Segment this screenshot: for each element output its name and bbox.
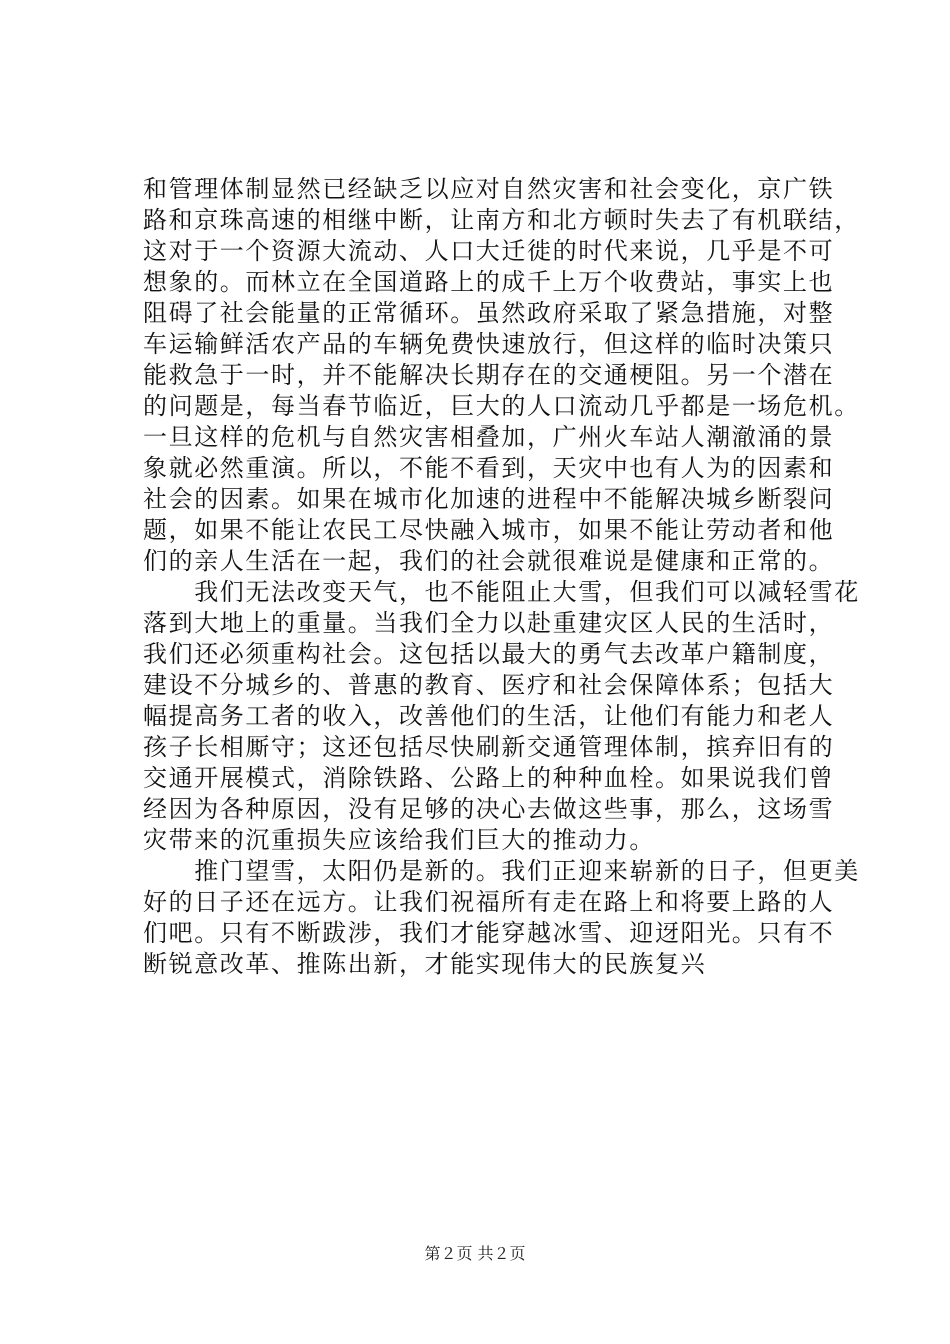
page-number: 第２页 共２页 [424,1244,526,1263]
text-line: 题，如果不能让农民工尽快融入城市，如果不能让劳动者和他 [143,516,835,544]
text-line: 和管理体制显然已经缺乏以应对自然灾害和社会变化，京广铁 [143,175,835,203]
text-line: 路和京珠高速的相继中断，让南方和北方顿时失去了有机联结， [143,206,860,234]
text-line: 断锐意改革、推陈出新，才能实现伟大的民族复兴 [143,950,707,978]
text-line: 落到大地上的重量。当我们全力以赴重建灾区人民的生活时， [143,609,835,637]
text-line: 们吧。只有不断跋涉，我们才能穿越冰雪、迎迓阳光。只有不 [143,919,835,947]
text-line: 经因为各种原因，没有足够的决心去做这些事，那么，这场雪 [143,795,835,823]
text-line: 孩子长相厮守；这还包括尽快刷新交通管理体制，摈弃旧有的 [143,733,835,761]
text-line: 社会的因素。如果在城市化加速的进程中不能解决城乡断裂问 [143,485,835,513]
text-line: 象就必然重演。所以，不能不看到，天灾中也有人为的因素和 [143,454,835,482]
text-line: 我们还必须重构社会。这包括以最大的勇气去改革户籍制度， [143,640,835,668]
text-line: 这对于一个资源大流动、人口大迁徙的时代来说，几乎是不可 [143,237,835,265]
text-line: 一旦这样的危机与自然灾害相叠加，广州火车站人潮澈涌的景 [143,423,835,451]
text-line: 的问题是，每当春节临近，巨大的人口流动几乎都是一场危机。 [143,392,860,420]
text-line: 推门望雪，太阳仍是新的。我们正迎来崭新的日子，但更美 [143,857,860,885]
document-body [143,174,860,980]
text-line: 们的亲人生活在一起，我们的社会就很难说是健康和正常的。 [143,547,835,575]
text-line: 好的日子还在远方。让我们祝福所有走在路上和将要上路的人 [143,888,835,916]
text-line: 交通开展模式，消除铁路、公路上的种种血栓。如果说我们曾 [143,764,835,792]
text-line: 灾带来的沉重损失应该给我们巨大的推动力。 [143,826,655,854]
text-line: 能救急于一时，并不能解决长期存在的交通梗阻。另一个潜在 [143,361,835,389]
text-line: 想象的。而林立在全国道路上的成千上万个收费站，事实上也 [143,268,835,296]
text-line: 车运输鲜活农产品的车辆免费快速放行，但这样的临时决策只 [143,330,835,358]
text-line: 阻碍了社会能量的正常循环。虽然政府采取了紧急措施，对整 [143,299,835,327]
text-line: 建设不分城乡的、普惠的教育、医疗和社会保障体系；包括大 [143,671,835,699]
text-line: 我们无法改变天气，也不能阻止大雪，但我们可以减轻雪花 [143,578,860,606]
text-line: 幅提高务工者的收入，改善他们的生活，让他们有能力和老人 [143,702,835,730]
